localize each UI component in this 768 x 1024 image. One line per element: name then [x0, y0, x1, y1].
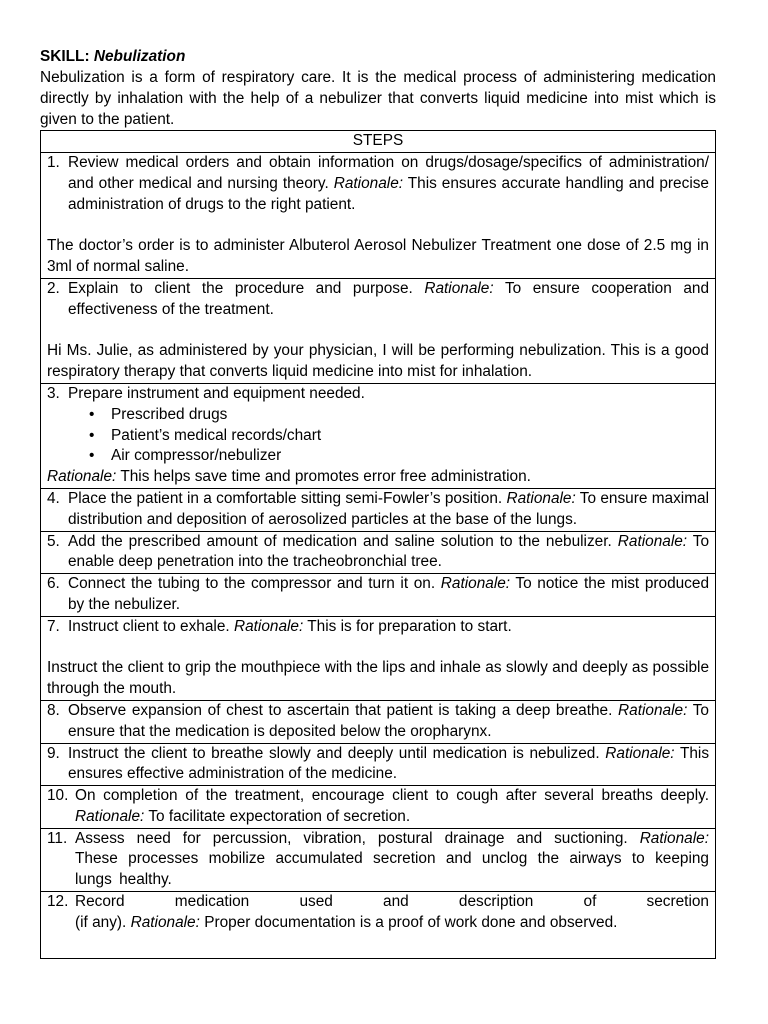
step-text: Record medication used and description of secretion [75, 893, 709, 911]
step-row [41, 743, 716, 786]
step-number: 10. [47, 787, 69, 805]
rationale-text: Proper documentation is a proof of work done and observed. [204, 913, 618, 931]
list-item: • Patient’s medical records/chart [47, 426, 709, 447]
step-text: On completion of the treatment, encourage client to cough after several breaths deeply. [75, 787, 709, 805]
step-text: Place the patient in a comfortable sitting semi-Fowler’s position. [68, 489, 503, 507]
step-row [41, 574, 716, 617]
step-text: Instruct client to exhale. [68, 617, 230, 635]
step-number: 4. [47, 489, 60, 507]
step-number: 5. [47, 532, 60, 550]
step-text: Explain to client the procedure and purpose. [68, 279, 413, 297]
steps-header: STEPS [41, 131, 716, 153]
step-row [41, 278, 716, 383]
skill-name: Nebulization [93, 48, 186, 65]
step-text: Prepare instrument and equipment needed. [68, 384, 365, 402]
bullet-icon: • [89, 447, 95, 465]
rationale-text: These processes mobilize accumulated secretion and unclog the airways to keeping lungs healthy. [75, 850, 709, 889]
rationale-label: Rationale: [506, 489, 576, 507]
skill-label: SKILL: [40, 48, 90, 65]
rationale-label: Rationale: [617, 532, 688, 550]
step-row [41, 488, 716, 531]
rationale-text: To ensure cooperation and effectiveness of the treatment. [68, 279, 709, 318]
step-note: Instruct the client to grip the mouthpiece with the lips and inhale as slowly and deeply as possible through the mouth. [47, 659, 709, 698]
rationale-label: Rationale: [233, 617, 304, 635]
step-note: Hi Ms. Julie, as administered by your physician, I will be performing nebulization. This is a good respiratory therapy that converts liquid medicine into mist for inhalation. [47, 342, 709, 381]
rationale-label: Rationale: [130, 913, 200, 931]
step-note: The doctor’s order is to administer Albuterol Aerosol Nebulizer Treatment one dose of 2.5 mg in 3ml of normal saline. [47, 237, 709, 276]
rationale-label: Rationale: [618, 701, 688, 719]
step-number: 8. [47, 701, 60, 719]
step-row [41, 828, 716, 891]
skill-intro: Nebulization is a form of respiratory care. It is the medical process of administering medication directly by inhalation with the help of a nebulizer that converts liquid medicine into mist which is given to the patient. [40, 69, 716, 128]
rationale-text: To enable deep penetration into the tracheobronchial tree. [68, 532, 710, 571]
step-text: Instruct the client to breathe slowly and deeply until medication is nebulized. [68, 744, 600, 762]
equipment-list [47, 405, 709, 467]
rationale-label: Rationale: [47, 468, 117, 486]
rationale-text: To ensure maximal distribution and deposition of aerosolized particles at the base of the lungs. [68, 489, 709, 528]
step-number: 6. [47, 575, 60, 593]
step-number: 1. [47, 154, 60, 172]
step-text: Review medical orders and obtain information on drugs/dosage/specifics of administration/ and other medical and nursing theory. [68, 154, 709, 192]
step-text: Observe expansion of chest to ascertain that patient is taking a deep breathe. [68, 701, 613, 719]
rationale-label: Rationale: [424, 279, 494, 297]
rationale-text: To ensure that the medication is deposited below the oropharynx. [68, 701, 709, 740]
rationale-label: Rationale: [333, 174, 404, 192]
step-text: Connect the tubing to the compressor and turn it on. [68, 575, 436, 593]
rationale-text: This ensures accurate handling and precise administration of drugs to the right patient. [68, 174, 709, 213]
step-row [41, 383, 716, 488]
rationale-text: To notice the mist produced by the nebulizer. [68, 575, 709, 613]
rationale-label: Rationale: [75, 807, 145, 825]
step-number: 7. [47, 617, 60, 635]
rationale-text: This ensures effective administration of the medicine. [68, 744, 710, 783]
step-row [41, 700, 716, 743]
rationale-label: Rationale: [639, 829, 709, 847]
step-row [41, 892, 716, 959]
step-number: 9. [47, 744, 60, 762]
step-number: 2. [47, 279, 60, 297]
list-item: • Air compressor/nebulizer [47, 446, 709, 467]
step-number: 3. [47, 384, 60, 402]
step-number: 11. [47, 829, 68, 847]
bullet-icon: • [89, 405, 95, 423]
step-row [41, 531, 716, 574]
step-row [41, 616, 716, 700]
step-text: Assess need for percussion, vibration, postural drainage and suctioning. [75, 829, 628, 847]
skill-title [40, 47, 716, 68]
rationale-text: This is for preparation to start. [307, 617, 512, 635]
step-number: 12. [47, 893, 69, 911]
document-page [40, 47, 716, 959]
step-row [41, 153, 716, 279]
rationale-text: This helps save time and promotes error free administration. [120, 468, 531, 486]
step-row [41, 786, 716, 829]
step-text-cont: (if any). [75, 913, 127, 931]
bullet-icon: • [89, 426, 95, 444]
rationale-label: Rationale: [605, 744, 675, 762]
steps-table [40, 130, 716, 958]
step-text: Add the prescribed amount of medication and saline solution to the nebulizer. [68, 532, 612, 550]
rationale-label: Rationale: [440, 575, 511, 593]
rationale-text: To facilitate expectoration of secretion. [148, 807, 411, 825]
list-item: • Prescribed drugs [47, 405, 709, 426]
